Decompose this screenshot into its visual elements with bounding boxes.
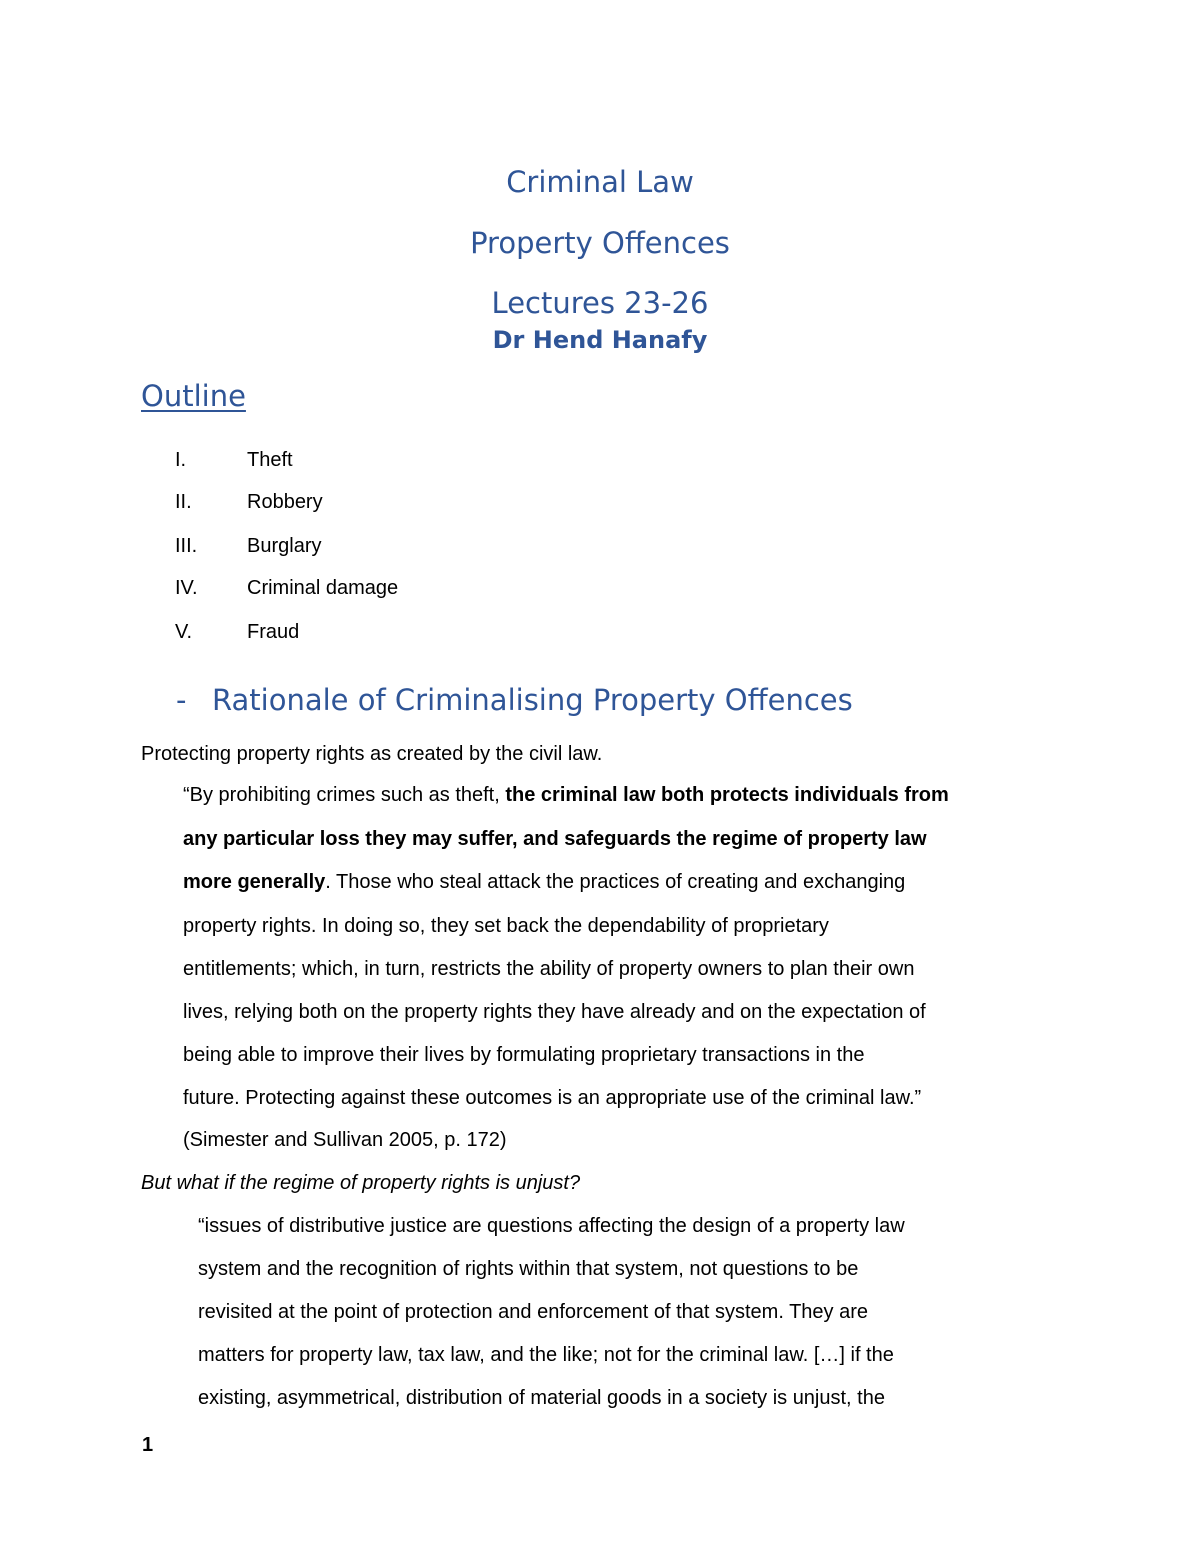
quote-line [183,869,905,895]
quote-line: “issues of distributive justice are questions affecting the design of a property law [198,1215,905,1237]
quote-text: “By prohibiting crimes such as theft, [183,784,506,806]
citation: (Simester and Sullivan 2005, p. 172) [183,1129,507,1151]
author-name: Dr Hend Hanafy [492,326,708,354]
outline-item-label: Robbery [247,491,323,513]
question-line: But what if the regime of property rights is unjust? [141,1172,581,1194]
quote-line: lives, relying both on the property rights they have already and on the expectation of [183,1001,926,1023]
document-subtitle: Property Offences [470,226,730,260]
outline-item-label: Burglary [247,535,322,557]
quote-line: existing, asymmetrical, distribution of material goods in a society is unjust, the [198,1387,885,1409]
quote-text: . Those who steal attack the practices of creating and exchanging [325,871,906,893]
outline-item-label: Criminal damage [247,577,399,599]
document-title: Criminal Law [506,165,694,199]
quote-line: future. Protecting against these outcomes is an appropriate use of the criminal law.” [183,1087,922,1109]
quote-emphasis: more generally [183,871,326,893]
outline-item-number: IV. [175,577,198,599]
quote-line [183,782,949,808]
outline-heading: Outline [141,379,246,413]
outline-item-number: III. [175,535,198,557]
heading-dash: - [176,683,187,717]
quote-line: property rights. In doing so, they set back the dependability of proprietary [183,915,829,937]
quote-line: entitlements; which, in turn, restricts the ability of property owners to plan their own [183,958,915,980]
quote-emphasis: the criminal law both protects individuals from [505,784,949,806]
outline-item-number: II. [175,491,192,513]
section-heading-text: Rationale of Criminalising Property Offences [212,683,853,717]
quote-line: system and the recognition of rights within that system, not questions to be [198,1258,859,1280]
quote-line: revisited at the point of protection and enforcement of that system. They are [198,1301,868,1323]
quote-line: any particular loss they may suffer, and safeguards the regime of property law [183,828,927,850]
lectures-label: Lectures 23-26 [491,286,709,320]
intro-paragraph: Protecting property rights as created by the civil law. [141,743,603,765]
quote-line: being able to improve their lives by formulating proprietary transactions in the [183,1044,865,1066]
section-heading [176,681,853,719]
outline-item-label: Theft [247,449,293,471]
outline-item-number: I. [175,449,187,471]
quote-line: matters for property law, tax law, and the like; not for the criminal law. […] if the [198,1344,894,1366]
outline-item-label: Fraud [247,621,300,643]
outline-item-number: V. [175,621,193,643]
page-number: 1 [142,1434,154,1456]
